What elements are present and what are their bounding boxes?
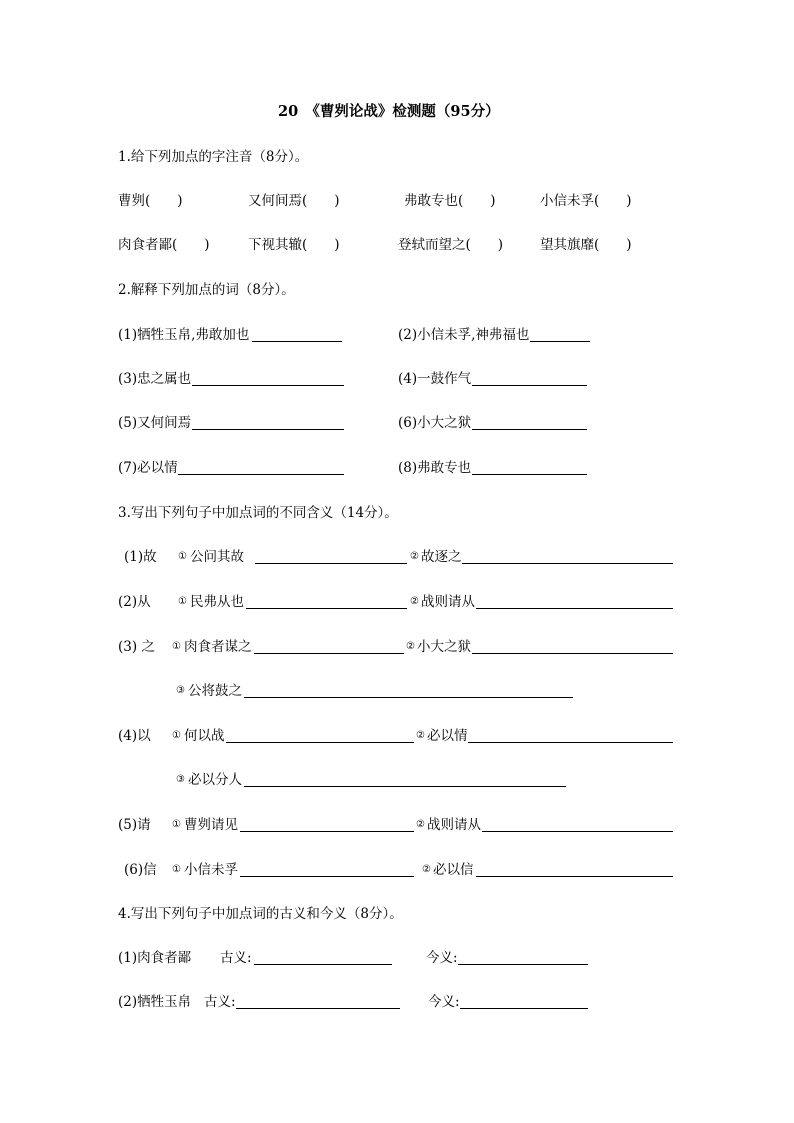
q2-item: (8)弗敢专也 [398, 460, 472, 476]
circled-number-2: ② [416, 730, 425, 741]
answer-blank[interactable] [246, 608, 407, 609]
answer-blank[interactable] [462, 563, 673, 564]
q3-phrase: 战则请从 [427, 817, 481, 833]
q3-phrase: 小信未孚 [184, 862, 238, 878]
q2-item: (2)小信未孚,神弗福也 [398, 327, 530, 343]
circled-number-1: ① [172, 819, 181, 830]
q3-phrase: 曹刿请见 [184, 817, 238, 833]
answer-blank[interactable] [458, 964, 588, 965]
q1-item: 小信未孚( ) [540, 193, 632, 209]
q2-item: (7)必以情 [118, 460, 178, 476]
answer-blank[interactable] [192, 429, 344, 430]
circled-number-1: ① [178, 551, 187, 562]
answer-blank[interactable] [240, 831, 414, 832]
answer-blank[interactable] [530, 341, 590, 342]
answer-blank[interactable] [472, 653, 673, 654]
q3-phrase: 肉食者谋之 [184, 639, 252, 655]
q3-phrase: 必以情 [427, 728, 468, 744]
q1-item: 弗敢专也( ) [404, 193, 496, 209]
q3-phrase: 必以信 [433, 862, 474, 878]
circled-number-1: ① [178, 596, 187, 607]
q1-item: 下视其辙( ) [248, 237, 340, 253]
q3-phrase: 民弗从也 [190, 594, 244, 610]
circled-number-2: ② [410, 551, 419, 562]
answer-blank[interactable] [472, 385, 587, 386]
q3-word-label: (3) 之 [118, 639, 155, 655]
circled-number-1: ① [172, 730, 181, 741]
answer-blank[interactable] [244, 697, 573, 698]
q1-item: 登轼而望之( ) [398, 237, 504, 253]
circled-number-3: ③ [176, 774, 185, 785]
q2-item: (4)一鼓作气 [398, 371, 472, 387]
q1-heading: 1.给下列加点的字注音（8分）。 [118, 149, 309, 165]
q3-phrase: 必以分人 [188, 772, 242, 788]
answer-blank[interactable] [460, 1008, 588, 1009]
q4-phrase: (2)牺牲玉帛 [118, 994, 192, 1010]
circled-number-2: ② [422, 864, 431, 875]
q3-word-label: (4)以 [118, 728, 151, 744]
answer-blank[interactable] [476, 608, 673, 609]
answer-blank[interactable] [482, 831, 673, 832]
q3-heading: 3.写出下列句子中加点词的不同含义（14分）。 [118, 505, 398, 521]
answer-blank[interactable] [472, 429, 587, 430]
circled-number-1: ① [172, 864, 181, 875]
answer-blank[interactable] [240, 876, 414, 877]
q4-phrase: (1)肉食者鄙 [118, 950, 192, 966]
q1-item: 肉食者鄙( ) [118, 237, 210, 253]
worksheet-title: 20 《曹刿论战》检测题（95分） [278, 103, 500, 120]
answer-blank[interactable] [252, 341, 342, 342]
q1-item: 望其旗靡( ) [540, 237, 632, 253]
q2-item: (6)小大之狱 [398, 415, 472, 431]
answer-blank[interactable] [468, 742, 673, 743]
q1-item: 又何间焉( ) [248, 193, 340, 209]
answer-blank[interactable] [254, 964, 392, 965]
answer-blank[interactable] [476, 876, 673, 877]
answer-blank[interactable] [255, 563, 407, 564]
ancient-meaning-label: 古义: [220, 950, 252, 966]
q3-phrase: 小大之狱 [417, 639, 471, 655]
modern-meaning-label: 今义: [426, 950, 458, 966]
circled-number-3: ③ [176, 685, 185, 696]
q2-item: (3)忠之属也 [118, 371, 192, 387]
q3-word-label: (5)请 [118, 817, 151, 833]
q4-heading: 4.写出下列句子中加点词的古义和今义（8分）。 [118, 906, 403, 922]
answer-blank[interactable] [244, 786, 566, 787]
q2-heading: 2.解释下列加点的词（8分）。 [118, 282, 295, 298]
q3-word-label: (6)信 [124, 862, 157, 878]
ancient-meaning-label: 古义: [204, 994, 236, 1010]
answer-blank[interactable] [192, 385, 344, 386]
q2-item: (5)又何间焉 [118, 415, 192, 431]
answer-blank[interactable] [254, 653, 404, 654]
q3-phrase: 何以战 [184, 728, 225, 744]
circled-number-2: ② [406, 641, 415, 652]
modern-meaning-label: 今义: [428, 994, 460, 1010]
answer-blank[interactable] [226, 742, 414, 743]
answer-blank[interactable] [236, 1008, 400, 1009]
circled-number-2: ② [410, 596, 419, 607]
circled-number-1: ① [172, 641, 181, 652]
q3-phrase: 故逐之 [421, 549, 462, 565]
q3-phrase: 战则请从 [421, 594, 475, 610]
q1-item: 曹刿( ) [118, 193, 183, 209]
answer-blank[interactable] [472, 474, 587, 475]
q3-word-label: (1)故 [124, 549, 157, 565]
q2-item: (1)牺牲玉帛,弗敢加也 [118, 327, 250, 343]
q3-word-label: (2)从 [118, 594, 151, 610]
answer-blank[interactable] [178, 474, 344, 475]
circled-number-2: ② [416, 819, 425, 830]
q3-phrase: 公问其故 [190, 549, 244, 565]
q3-phrase: 公将鼓之 [188, 683, 242, 699]
